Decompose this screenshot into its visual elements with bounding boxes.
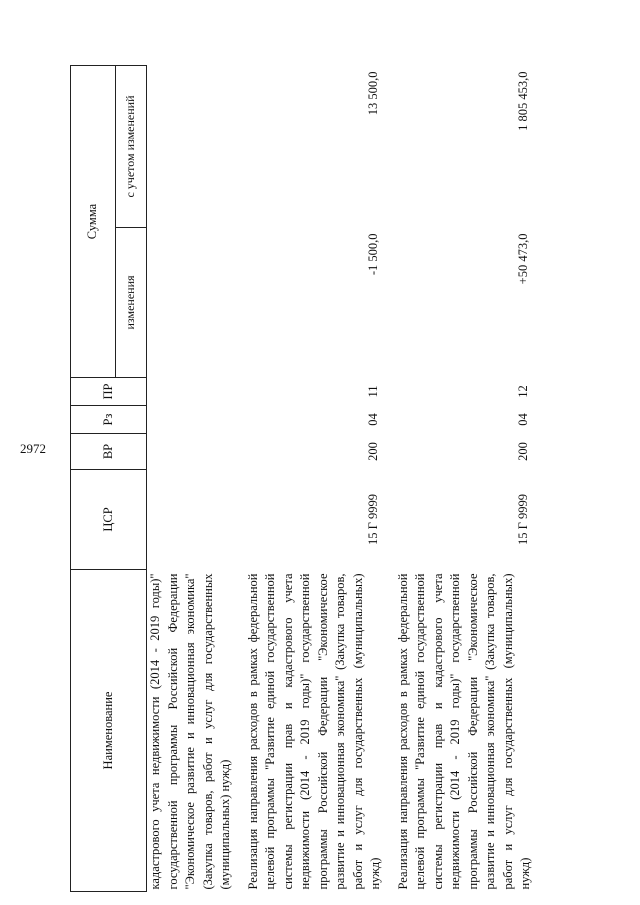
row-name: Реализация направления расходов в рамках федеральной целевой программы "Развитие единой государственной системы регистрации прав и кадастрового учета недвижимости (2014 - 2019 годы)" государственной программы Российской Федерации "Экономическое развитие и инновационная экономика" (Закупка товаров, работ и услуг для государственных (муниципальных) нужд) <box>395 573 532 890</box>
row-pr: 12 <box>516 385 530 398</box>
table-row <box>147 66 235 892</box>
row-vr <box>147 434 235 470</box>
row-change: +50 473,0 <box>516 233 530 285</box>
header-sum: Сумма <box>71 66 116 378</box>
row-csr: 15 Г 9999 <box>366 494 380 545</box>
page-number: 2972 <box>20 441 46 456</box>
header-csr: ЦСР <box>71 470 147 570</box>
header-vr: ВР <box>71 434 147 470</box>
rotated-page-content <box>70 66 570 892</box>
row-with-change: 1 805 453,0 <box>516 71 530 131</box>
row-csr: 15 Г 9999 <box>516 494 530 545</box>
row-change: -1 500,0 <box>366 233 380 276</box>
header-with-change: с учетом изменений <box>116 66 147 228</box>
row-rz: 04 <box>516 413 530 426</box>
row-rz <box>147 406 235 434</box>
table-row <box>385 66 535 892</box>
row-vr: 200 <box>516 442 530 461</box>
header-name: Наименование <box>71 570 147 892</box>
row-with-change <box>147 66 235 228</box>
row-name: кадастрового учета недвижимости (2014 - 2019 годы)" государственной программы Российской Федерации "Экономическое развитие и инновационная экономика" (Закупка товаров, работ и услуг для государственных (муниципальных) нужд) <box>148 573 232 890</box>
table-row <box>235 66 385 892</box>
header-rz: Рз <box>71 406 147 434</box>
row-pr: 11 <box>366 385 380 398</box>
header-change: изменения <box>116 228 147 378</box>
row-csr <box>147 470 235 570</box>
budget-table <box>70 65 535 892</box>
row-pr <box>147 378 235 406</box>
header-pr: ПР <box>71 378 147 406</box>
row-name: Реализация направления расходов в рамках федеральной целевой программы "Развитие единой государственной системы регистрации прав и кадастрового учета недвижимости (2014 - 2019 годы)" государственной программы Российской Федерации "Экономическое развитие и инновационная экономика" (Закупка товаров, работ и услуг для государственных (муниципальных) нужд) <box>245 573 382 890</box>
row-rz: 04 <box>366 413 380 426</box>
row-vr: 200 <box>366 442 380 461</box>
row-with-change: 13 500,0 <box>366 71 380 116</box>
row-change <box>147 228 235 378</box>
